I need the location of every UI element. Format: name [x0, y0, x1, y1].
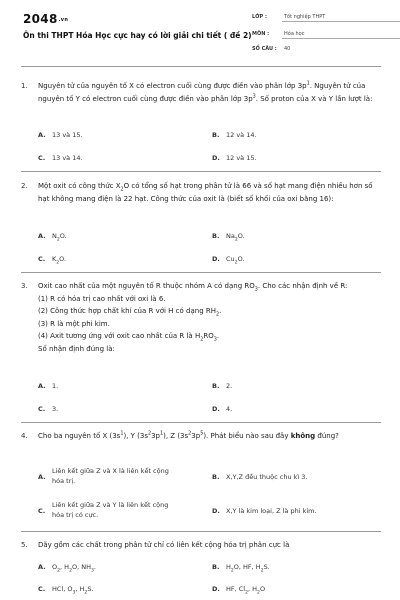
meta-lop-label: LỚP :: [252, 14, 267, 20]
question-number: 3.: [21, 282, 28, 290]
option-text: 3.: [52, 405, 59, 413]
meta-mon-value: Hóa học: [284, 31, 305, 37]
question-text: Nguyên tử của nguyên tố X có electron cuối cùng được điền vào phân lớp $3p^1$. Nguyên tử của nguyên tố Y có electron cuối cùng được điền vào phân lớp $3p^3$. Số proton của X và Y lần lượt là:: [38, 80, 373, 103]
meta-socau-value: 40: [284, 46, 291, 52]
question-number: 2.: [21, 182, 28, 190]
meta-mon-label: MÔN :: [252, 31, 270, 37]
meta-divider: [282, 21, 400, 22]
question-divider: [21, 422, 381, 423]
option-letter: C.: [38, 154, 46, 162]
option-letter: D.: [212, 154, 220, 162]
option-text: $H_2O$, HF, $H_2S$.: [226, 563, 270, 574]
option-letter: D.: [212, 507, 220, 515]
option-letter: D.: [212, 405, 220, 413]
question-divider: [21, 531, 381, 532]
question-divider: [21, 272, 381, 273]
question-text: Dãy gồm các chất trong phân tử chỉ có liên kết cộng hóa trị phân cực là: [38, 541, 290, 549]
option-text: $Cu_2O$.: [226, 255, 245, 266]
option-letter: A.: [38, 131, 46, 139]
option-letter: A.: [38, 232, 46, 240]
option-letter: A.: [38, 382, 46, 390]
option-letter: B.: [212, 563, 220, 571]
option-letter: C.: [38, 507, 46, 515]
brand-logo: [23, 12, 68, 26]
option-text: 1.: [52, 382, 59, 390]
question-number: 4.: [21, 432, 28, 440]
meta-lop-value: Tốt nghiệp THPT: [284, 14, 326, 20]
option-text: HCl, $O_3$, $H_2S$.: [52, 585, 94, 596]
header-divider: [21, 66, 381, 67]
option-letter: B.: [212, 131, 220, 139]
option-letter: B.: [212, 473, 220, 481]
option-text: $O_2$, $H_2O$, $NH_3$.: [52, 563, 96, 574]
option-text: $K_2O$.: [52, 255, 67, 266]
option-text: $Na_2O$.: [226, 232, 245, 243]
option-text: 12 và 15.: [226, 154, 257, 162]
document-header: [0, 0, 400, 68]
option-text: 13 và 14.: [52, 154, 83, 162]
question-divider: [21, 171, 381, 172]
option-text: X,Y,Z đều thuộc chu kì 3.: [226, 473, 308, 481]
option-text: Liên kết giữa Z và Y là liên kết cộng hóa trị có cực.: [52, 501, 169, 519]
option-text: $N_2O$.: [52, 232, 67, 243]
option-letter: C.: [38, 585, 46, 593]
brand-logo-sub: .vn: [58, 16, 69, 23]
option-letter: B.: [212, 382, 220, 390]
option-text: Liên kết giữa Z và X là liên kết cộng hóa trị.: [52, 467, 169, 485]
option-letter: C.: [38, 405, 46, 413]
document-title: Ôn thi THPT Hóa Học cực hay có lời giải chi tiết ( đề 2): [23, 31, 252, 40]
option-text: 13 và 15.: [52, 131, 83, 139]
option-letter: A.: [38, 563, 46, 571]
question-text: Một oxit có công thức $X_2O$ có tổng số hạt trong phân tử là 66 và số hạt mang điện nhiều hơn số hạt không mang điện là 22 hạt. Công thức của oxit là (biết số khối của oxi bằng 16):: [38, 182, 373, 203]
option-text: 4.: [226, 405, 233, 413]
option-letter: D.: [212, 585, 220, 593]
option-letter: B.: [212, 232, 220, 240]
brand-logo-text: 2048: [23, 12, 58, 26]
option-letter: A.: [38, 473, 46, 481]
option-letter: D.: [212, 255, 220, 263]
question-number: 5.: [21, 541, 28, 549]
question-number: 1.: [21, 82, 28, 90]
meta-socau-label: SỐ CÂU :: [252, 46, 277, 52]
meta-divider: [282, 38, 400, 39]
option-letter: C.: [38, 255, 46, 263]
option-text: 12 và 14.: [226, 131, 257, 139]
option-text: X,Y là kim loại, Z là phi kim.: [226, 507, 317, 515]
option-text: 2.: [226, 382, 233, 390]
question-text: Cho ba nguyên tố X $(3s^1)$, Y $(3s^23p^1)$, Z $(3s^23p^5)$. Phát biểu nào sau đây không đúng?: [38, 430, 339, 440]
option-text: HF, $Cl_2$, $H_2O$: [226, 585, 266, 596]
question-text: Oxit cao nhất của một nguyên tố R thuộc nhóm A có dạng $RO_3$. Cho các nhận định về R: (1) R có hóa trị cao nhất với oxi là 6. (2) Công thức hợp chất khí của R với H có dạng $RH_2$. (3) R là một phi kim. (4) Axit tương ứng với oxit cao nhất của R là $H_2RO_3$. Số nhận định đúng là:: [38, 282, 348, 353]
